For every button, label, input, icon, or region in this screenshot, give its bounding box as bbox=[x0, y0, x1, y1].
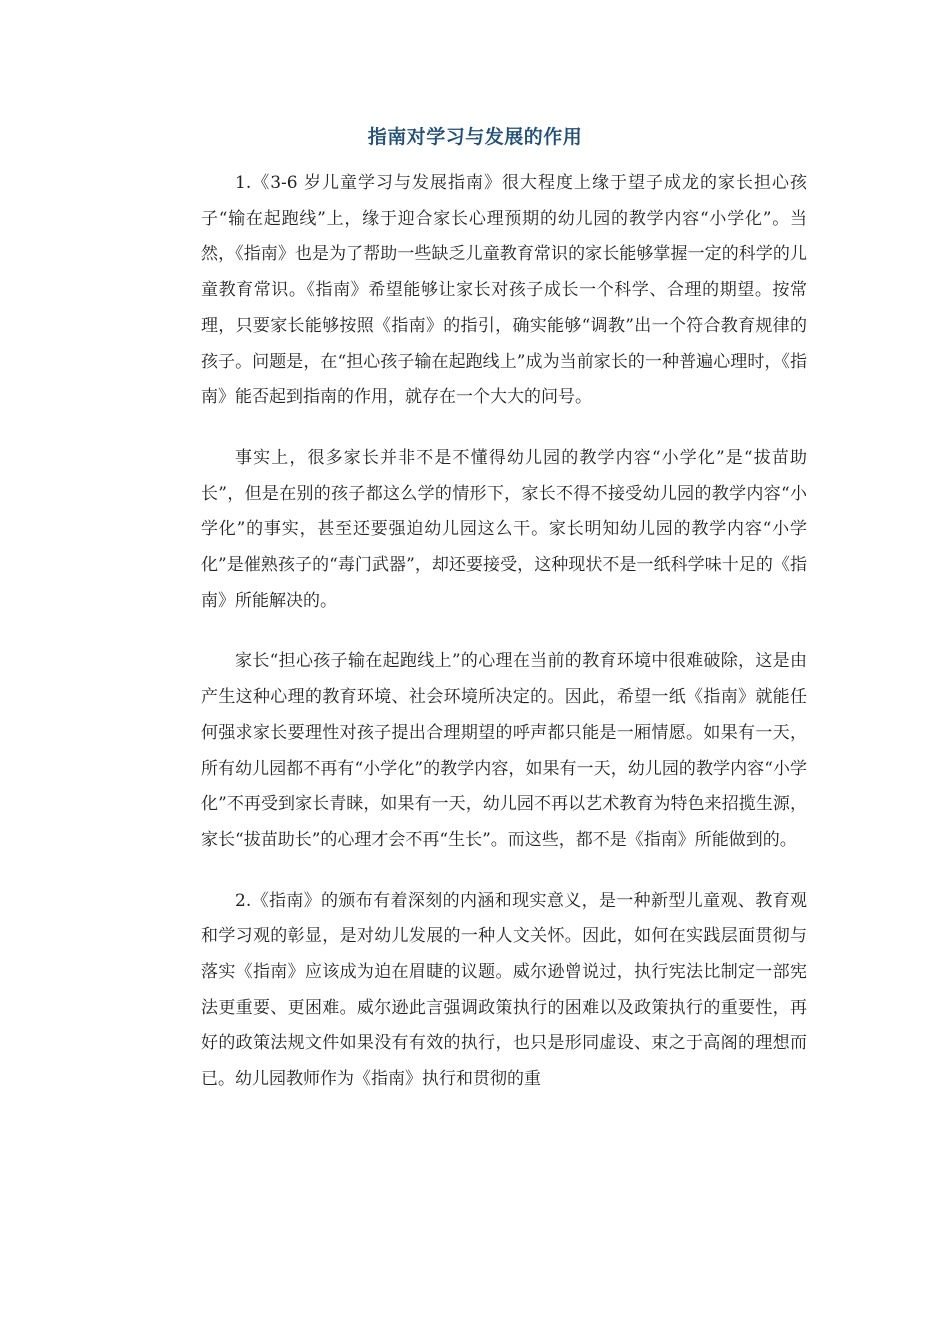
paragraph-1: 1.《3-6 岁儿童学习与发展指南》很大程度上缘于望子成龙的家长担心孩子“输在起跑线”上，缘于迎合家长心理预期的幼儿园的教学内容“小学化”。当然，《指南》也是为了帮助一些缺乏儿童教育常识的家长能够掌握一定的科学的儿童教育常识。《指南》希望能够让家长对孩子成长一个科学、合理的期望。按常理，只要家长能够按照《指南》的指引，确实能够“调教”出一个符合教育规律的孩子。问题是，在“担心孩子输在起跑线上”成为当前家长的一种普遍心理时，《指南》能否起到指南的作用，就存在一个大大的问号。 bbox=[201, 173, 807, 408]
paragraph-3: 家长“担心孩子输在起跑线上”的心理在当前的教育环境中很难破除，这是由产生这种心理的教育环境、社会环境所决定的。因此，希望一纸《指南》就能任何强求家长要理性对孩子提出合理期望的呼声都只能是一厢情愿。如果有一天，所有幼儿园都不再有“小学化”的教学内容，如果有一天，幼儿园的教学内容“小学化”不再受到家长青睐，如果有一天，幼儿园不再以艺术教育为特色来招揽生源，家长“拔苗助长”的心理才会不再“生长”。而这些，都不是《指南》所能做到的。 bbox=[201, 651, 807, 850]
document-title: 指南对学习与发展的作用 bbox=[367, 126, 583, 148]
paragraph-4: 2.《指南》的颁布有着深刻的内涵和现实意义，是一种新型儿童观、教育观和学习观的彰显，是对幼儿发展的一种人文关怀。因此，如何在实践层面贯彻与落实《指南》应该成为迫在眉睫的议题。威尔逊曾说过，执行宪法比制定一部宪法更重要、更困难。威尔逊此言强调政策执行的困难以及政策执行的重要性，再好的政策法规文件如果没有有效的执行，也只是形同虚设、束之于高阁的理想而已。幼儿园教师作为《指南》执行和贯彻的重 bbox=[201, 890, 807, 1090]
paragraph-2: 事实上，很多家长并非不是不懂得幼儿园的教学内容“小学化”是“拔苗助长”，但是在别的孩子都这么学的情形下，家长不得不接受幼儿园的教学内容“小学化”的事实，甚至还要强迫幼儿园这么干。家长明知幼儿园的教学内容“小学化”是催熟孩子的“毒门武器”，却还要接受，这种现状不是一纸科学味十足的《指南》所能解决的。 bbox=[201, 447, 807, 611]
document-body bbox=[201, 166, 807, 1098]
